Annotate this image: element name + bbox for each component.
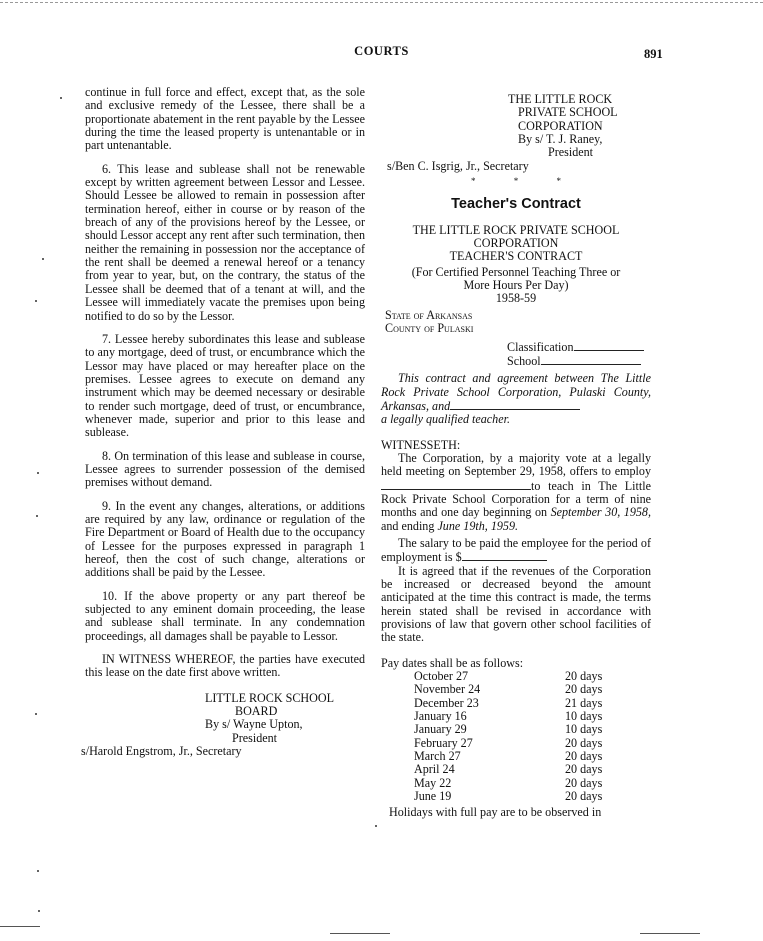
school-label: School bbox=[507, 353, 541, 368]
pay-days: 20 days bbox=[565, 682, 603, 697]
employee-blank bbox=[381, 479, 531, 490]
lease-paragraph-7: 7. Lessee hereby subordinates this lease and sublease to any mortgage, deed of trust, or encumbrance which the Lessor may have placed or may hereafter place on the premises. Lessee agrees to execute on demand any instrument which may be deemed necessary or desirable to render such mortgage, deed of trust, or encumbrance, whenever made, superior and prior to this lease and sublease. bbox=[85, 331, 365, 440]
lease-paragraph-6: 6. This lease and sublease shall not be renewable except by written agreement between Lessor and Lessee. Should Lessee be allowed to remain in possession after termination hereof, either in course or by reason of the breach of any of the provisions hereof by the Lessee, or should Lessor accept any rent after such termination, then neither the remaining in possession nor the acceptance of the rent shall be deemed a renewal hereof or a tenancy from year to year, but, on the contrary, the status of the Lessee shall be deemed that of a tenant at will, and the Lessee will immediately vacate the premises upon being notified to do so by the Lessor. bbox=[85, 161, 365, 323]
board-name-line-1: LITTLE ROCK SCHOOL bbox=[205, 690, 334, 705]
scan-speck bbox=[42, 258, 44, 260]
corp-name-line-3: CORPORATION bbox=[518, 118, 603, 133]
witness-clause: IN WITNESS WHEREOF, the parties have executed this lease on the date first above written. bbox=[85, 652, 365, 680]
pay-dates-table bbox=[381, 670, 651, 803]
and-ending: and ending bbox=[381, 518, 435, 533]
state-line: State of Arkansas bbox=[385, 307, 473, 322]
pay-date: January 16 bbox=[414, 709, 467, 724]
board-signature-block bbox=[85, 692, 365, 745]
pay-date-row bbox=[381, 670, 651, 683]
pay-date: March 27 bbox=[414, 749, 461, 764]
pay-days: 20 days bbox=[565, 762, 603, 777]
lease-continuation-paragraph: continue in full force and effect, except that, as the sole and exclusive remedy of the Lessee, there shall be a proportionate abatement in the rent payable by the Lessee during the time the leased property is untenantable or in part untenantable. bbox=[85, 85, 365, 153]
scan-speck bbox=[37, 870, 39, 872]
salary-paragraph bbox=[381, 537, 651, 565]
pay-days: 20 days bbox=[565, 775, 603, 790]
corp-name-line-2: PRIVATE SCHOOL bbox=[518, 105, 618, 120]
salary-text: The salary to be paid the employee for the period of employment is $ bbox=[381, 535, 651, 565]
corp-name-line-1: THE LITTLE ROCK bbox=[508, 92, 613, 106]
pay-date-row bbox=[381, 737, 651, 750]
pay-date-row bbox=[381, 763, 651, 776]
contract-heading: Teacher's Contract bbox=[451, 196, 581, 213]
corp-signer: By s/ T. J. Raney, bbox=[518, 132, 603, 147]
pay-date: January 29 bbox=[414, 722, 467, 737]
pay-dates-intro: Pay dates shall be as follows: bbox=[381, 655, 524, 670]
classification-blank bbox=[574, 340, 644, 351]
pay-date: October 27 bbox=[414, 669, 469, 684]
pay-date: April 24 bbox=[414, 762, 455, 777]
contract-year: 1958-59 bbox=[495, 291, 537, 306]
certification-note-1: (For Certified Personnel Teaching Three or bbox=[411, 264, 621, 279]
page-number: 891 bbox=[644, 47, 663, 61]
corp-vote-text-a: The Corporation, by a majority vote at a legally held meeting on September 29, 1958, offers to employ bbox=[381, 450, 651, 479]
start-date: September 30, 1958, bbox=[550, 505, 652, 520]
scan-speck bbox=[37, 472, 39, 474]
left-column bbox=[81, 85, 365, 759]
scan-speck bbox=[375, 825, 377, 827]
pay-date: December 23 bbox=[414, 695, 479, 710]
county-line: County of Pulaski bbox=[385, 321, 474, 336]
scan-speck bbox=[60, 97, 62, 99]
pay-days: 20 days bbox=[565, 669, 603, 684]
school-field bbox=[507, 354, 651, 368]
pay-date-row bbox=[381, 723, 651, 736]
section-separator: * * * bbox=[471, 176, 579, 187]
pay-days: 10 days bbox=[565, 722, 603, 737]
pay-date-row bbox=[381, 790, 651, 803]
scan-speck bbox=[36, 515, 38, 517]
board-name-line-2: BOARD bbox=[235, 704, 278, 719]
corporation-title-2: CORPORATION bbox=[473, 236, 559, 251]
agreement-text: This contract and agreement between The Little Rock Private School Corporation, Pulaski County, Arkansas, and bbox=[381, 371, 651, 413]
pay-days: 20 days bbox=[565, 789, 603, 804]
corporation-vote-paragraph bbox=[381, 452, 651, 533]
scan-edge-line bbox=[640, 933, 700, 934]
corp-vote-text-b: teach in The Little Rock Private School Corporation for a term of nine months and one day beginning on bbox=[381, 478, 651, 520]
scan-edge-line bbox=[0, 926, 40, 927]
pay-date-row bbox=[381, 710, 651, 723]
board-signer-title: President bbox=[232, 730, 278, 745]
classification-label: Classification bbox=[507, 339, 574, 354]
pay-date: June 19 bbox=[414, 789, 452, 804]
top-border bbox=[0, 2, 763, 3]
pay-days: 10 days bbox=[565, 709, 603, 724]
pay-days: 21 days bbox=[565, 695, 603, 710]
pay-date-row bbox=[381, 683, 651, 696]
pay-date-row bbox=[381, 777, 651, 790]
running-header: COURTS bbox=[354, 44, 409, 58]
agreement-clause bbox=[381, 372, 651, 413]
end-date: June 19th, 1959. bbox=[437, 518, 519, 533]
salary-blank bbox=[462, 550, 547, 561]
pay-date-row bbox=[381, 750, 651, 763]
corporation-signature-block bbox=[381, 93, 651, 160]
right-column bbox=[381, 86, 651, 819]
pay-date: February 27 bbox=[414, 735, 473, 750]
lease-paragraph-9: 9. In the event any changes, alterations, or additions are required by any law, ordinance or regulation of the Fire Department or Board of Health due to the occupancy of Lessee for the purposes expressed in paragraph 1 hereof, then the cost of such change, alterations or additions shall be paid by the Lessee. bbox=[85, 498, 365, 580]
scan-speck bbox=[35, 300, 37, 302]
corporation-title-3: TEACHER'S CONTRACT bbox=[449, 249, 583, 264]
corp-vote-to: to bbox=[531, 478, 541, 493]
pay-days: 20 days bbox=[565, 735, 603, 750]
school-blank bbox=[541, 354, 641, 365]
corporation-title-1: THE LITTLE ROCK PRIVATE SCHOOL bbox=[412, 222, 620, 237]
corp-secretary: s/Ben C. Isgrig, Jr., Secretary bbox=[387, 158, 529, 173]
classification-field bbox=[507, 340, 651, 354]
teacher-name-blank bbox=[450, 399, 580, 410]
lease-paragraph-10: 10. If the above property or any part thereof be subjected to any eminent domain proceeding, the lease and sublease shall terminate. In any condemnation proceedings, all damages shall be payable to Lessor. bbox=[85, 588, 365, 643]
qualified-teacher: a legally qualified teacher. bbox=[381, 412, 510, 427]
pay-date: November 24 bbox=[414, 682, 481, 697]
pay-date-row bbox=[381, 697, 651, 710]
scan-speck bbox=[38, 910, 40, 912]
board-secretary: s/Harold Engstrom, Jr., Secretary bbox=[81, 744, 242, 759]
holidays-line: Holidays with full pay are to be observed in bbox=[389, 804, 602, 819]
scan-speck bbox=[35, 713, 37, 715]
revenue-paragraph: It is agreed that if the revenues of the Corporation be increased or decreased beyond the amount anticipated at the time this contract is made, the terms herein stated shall be revised in accordance with provisions of law that govern other school facilities of the state. bbox=[381, 563, 651, 645]
pay-days: 20 days bbox=[565, 749, 603, 764]
corp-signer-title: President bbox=[548, 145, 594, 160]
scan-edge-line bbox=[330, 933, 390, 934]
witnesseth-heading: WITNESSETH: bbox=[381, 437, 461, 452]
pay-date: May 22 bbox=[414, 775, 452, 790]
lease-paragraph-8: 8. On termination of this lease and sublease in course, Lessee agrees to surrender possession of the demised premises without demand. bbox=[85, 448, 365, 490]
certification-note-2: More Hours Per Day) bbox=[463, 278, 569, 293]
board-signer: By s/ Wayne Upton, bbox=[205, 717, 303, 732]
